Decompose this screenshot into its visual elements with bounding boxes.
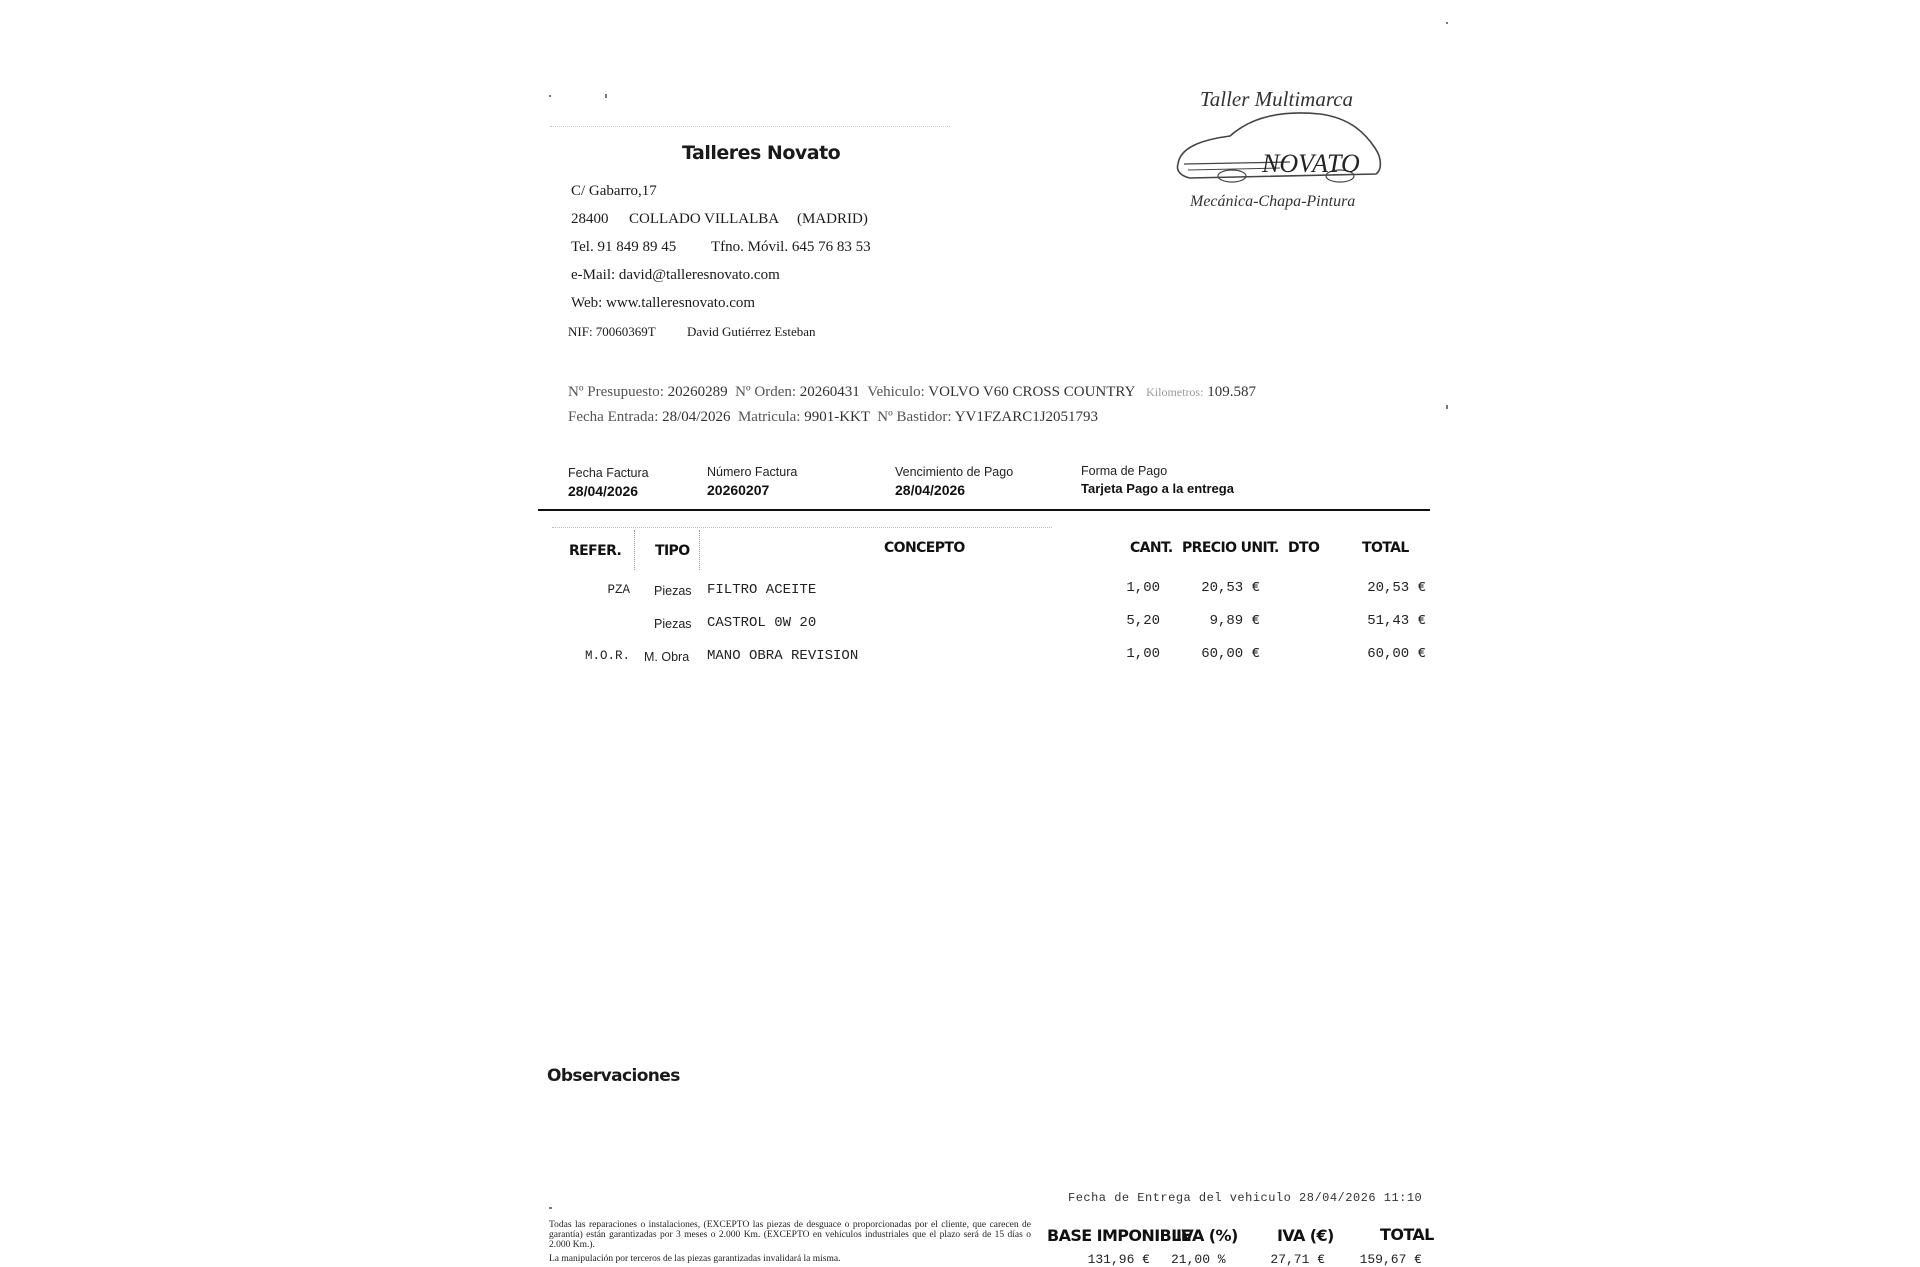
invoice-divider <box>538 509 1430 511</box>
col-header-dto: DTO <box>1288 540 1320 556</box>
company-province: (MADRID) <box>797 211 868 227</box>
fecha-factura-value: 28/04/2026 <box>568 483 639 499</box>
totals-header-base: BASE IMPONIBLE <box>1047 1226 1192 1245</box>
row-tipo: M. Obra <box>644 650 690 664</box>
col-header-tipo: TIPO <box>655 543 690 559</box>
totals-value-iva-eur: 27,71 € <box>1270 1252 1325 1267</box>
company-postal: 28400 <box>571 211 609 227</box>
row-tipo: Piezas <box>654 617 692 631</box>
row-concepto: MANO OBRA REVISION <box>707 648 859 664</box>
presupuesto-value: 20260289 <box>667 384 728 400</box>
company-owner: David Gutiérrez Esteban <box>687 324 816 339</box>
car-logo-icon <box>1170 78 1410 218</box>
bastidor-label: Nº Bastidor: <box>877 409 952 425</box>
col-header-concepto: CONCEPTO <box>884 540 965 556</box>
totals-header-iva-eur: IVA (€) <box>1277 1226 1334 1245</box>
company-city: COLLADO VILLALBA <box>629 211 780 227</box>
company-web: Web: www.talleresnovato.com <box>571 295 756 311</box>
totals-header-total: TOTAL <box>1380 1225 1434 1244</box>
scan-speck <box>1446 22 1448 24</box>
company-mobile: Tfno. Móvil. 645 76 83 53 <box>711 239 871 255</box>
row-refer: M.O.R. <box>584 649 630 663</box>
row-total: 51,43 € <box>1367 613 1426 629</box>
row-concepto: CASTROL 0W 20 <box>707 615 817 631</box>
row-total: 20,53 € <box>1367 580 1426 596</box>
col-header-total: TOTAL <box>1362 540 1409 556</box>
bastidor-value: YV1FZARC1J2051793 <box>954 409 1099 425</box>
fecha-entrada-value: 28/04/2026 <box>662 409 731 425</box>
presupuesto-label: Nº Presupuesto: <box>568 384 664 400</box>
row-precio: 60,00 € <box>1201 646 1260 662</box>
col-header-precio: PRECIO UNIT. <box>1182 540 1279 556</box>
logo-top-text: Taller Multimarca <box>1200 87 1354 111</box>
totals-value-iva-pct: 21,00 % <box>1171 1252 1226 1267</box>
delivery-date: Fecha de Entrega del vehiculo 28/04/2026 11:10 <box>1068 1191 1423 1205</box>
vehiculo-value: VOLVO V60 CROSS COUNTRY <box>928 384 1135 400</box>
forma-pago-value: Tarjeta Pago a la entrega <box>1081 481 1234 496</box>
observations-heading: Observaciones <box>547 1066 680 1086</box>
logo-brand: NOVATO <box>1262 149 1360 178</box>
matricula-value: 9901-KKT <box>804 409 870 425</box>
row-precio: 9,89 € <box>1209 613 1260 629</box>
scan-speck <box>1446 405 1448 409</box>
vencimiento-value: 28/04/2026 <box>895 482 966 498</box>
row-tipo: Piezas <box>654 584 692 598</box>
row-concepto: FILTRO ACEITE <box>707 582 817 598</box>
row-cant: 5,20 <box>1126 613 1160 629</box>
meta-row-1 <box>568 384 1256 401</box>
scan-dotted-line <box>552 527 1052 528</box>
warranty-note: Todas las reparaciones o instalaciones, (EXCEPTO las piezas de desguace o proporcionadas por el cliente, que carecen de garantía) están garantizadas por 3 meses o 2.000 Km. (EXCEPTO en vehículos industriales que el plazo será de 15 días o 2.000 Km.). <box>549 1220 1031 1250</box>
scan-speck <box>605 94 607 98</box>
row-refer: PZA <box>607 583 630 597</box>
fecha-entrada-label: Fecha Entrada: <box>568 409 659 425</box>
company-logo <box>1170 78 1410 218</box>
logo-bottom-text: Mecánica-Chapa-Pintura <box>1190 193 1356 210</box>
warranty-note-2: La manipulación por terceros de las piezas garantizadas invalidará la misma. <box>549 1254 841 1264</box>
totals-value-total: 159,67 € <box>1359 1252 1422 1267</box>
fecha-factura-label: Fecha Factura <box>568 466 649 480</box>
km-label: Kilometros: <box>1146 385 1204 399</box>
orden-label: Nº Orden: <box>735 384 797 400</box>
vehiculo-label: Vehiculo: <box>867 384 925 400</box>
numero-factura-value: 20260207 <box>707 482 770 498</box>
company-phone: Tel. 91 849 89 45 <box>571 239 677 255</box>
orden-value: 20260431 <box>799 384 860 400</box>
company-nif: NIF: 70060369T <box>568 324 656 339</box>
col-header-refer: REFER. <box>569 543 622 559</box>
company-email: e-Mail: david@talleresnovato.com <box>571 267 780 283</box>
col-header-cant: CANT. <box>1130 540 1173 556</box>
scan-speck <box>549 95 551 97</box>
scan-speck <box>549 1207 552 1209</box>
row-cant: 1,00 <box>1126 646 1160 662</box>
scan-smudge <box>550 126 950 127</box>
row-total: 60,00 € <box>1367 646 1426 662</box>
company-name: Talleres Novato <box>682 142 841 164</box>
matricula-label: Matricula: <box>737 409 801 425</box>
km-value: 109.587 <box>1207 384 1256 400</box>
row-cant: 1,00 <box>1126 580 1160 596</box>
forma-pago-label: Forma de Pago <box>1081 464 1168 478</box>
totals-header-iva-pct: IVA (%) <box>1176 1226 1238 1245</box>
company-address: C/ Gabarro,17 <box>571 183 657 199</box>
numero-factura-label: Número Factura <box>707 465 798 479</box>
meta-row-2 <box>568 409 1098 426</box>
row-precio: 20,53 € <box>1201 580 1260 596</box>
column-separator <box>634 530 635 570</box>
totals-value-base: 131,96 € <box>1087 1252 1150 1267</box>
column-separator <box>699 530 700 570</box>
vencimiento-label: Vencimiento de Pago <box>895 465 1014 479</box>
